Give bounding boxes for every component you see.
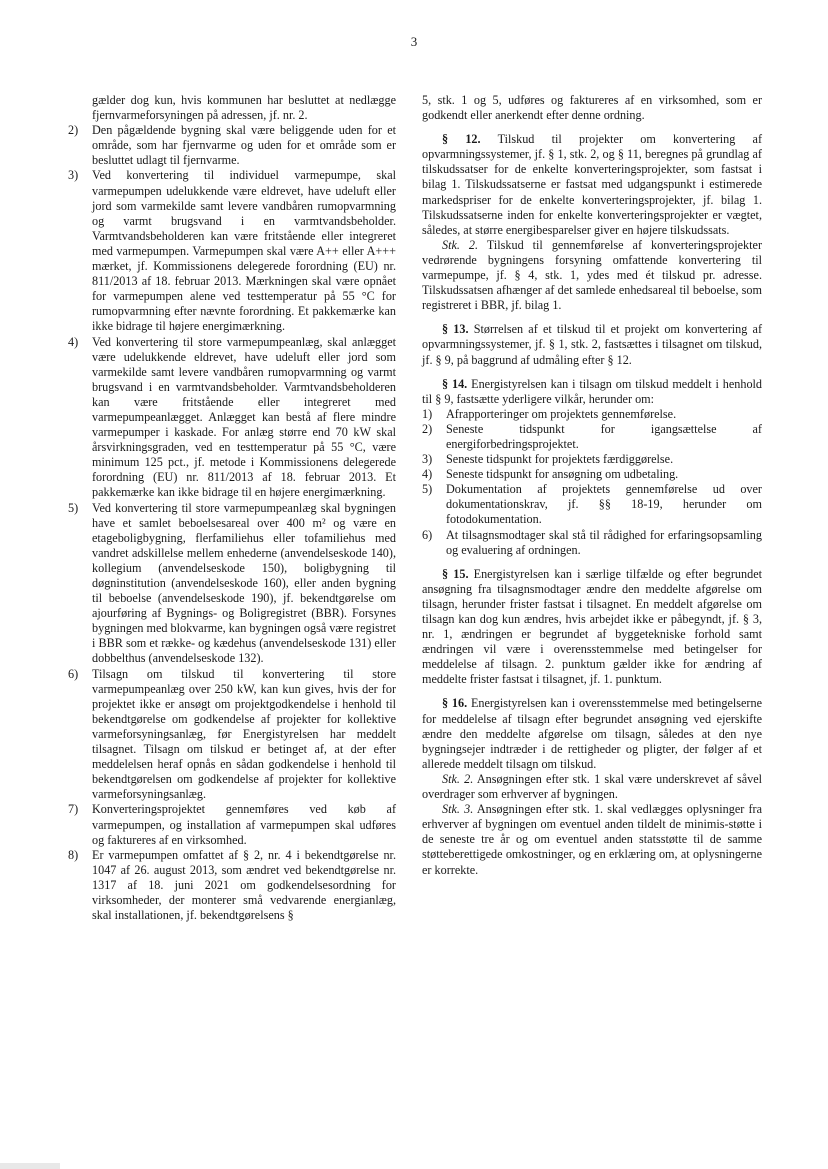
- stk-text: Ansøgningen efter stk. 1. skal vedlægges oplysninger fra erhverver af bygningen om eventuel anden tildelt de minimis-støtte i de seneste tre år og om eventuel anden statsstøtte til de samme støtteberettigede omkostninger, og en erklæring om, at oplysningerne er korrekte.: [422, 802, 763, 877]
- list-item: [422, 467, 762, 482]
- section-text: Energistyrelsen kan i særlige tilfælde og efter begrundet ansøgning fra tilsagnsmodtager ændre den meddelte afgørelse om tilsagn, herunder frister fastsat i tilsagnet. En meddelt afgørelse om tilsagn kan dog kun ændres, hvis arbejdet ikke er påbegyndt, jf. § 3, nr. 1, ændringen er begrundet af byggetekniske forhold samt ændringen vil være i overensstemmelse med betingelser for meddelelse af tilsagn. 2. punktum gælder ikke for ændring af meddelte frister fastsat i tilsagnet, jf. 1. punktum.: [422, 566, 762, 687]
- list-item-text: Den pågældende bygning skal være beliggende uden for et område, som har fjernvarme og uden for et område som er besluttet udlagt til fjernvarme.: [92, 123, 396, 168]
- list-item: [422, 407, 762, 422]
- list-item-number: 3): [68, 168, 79, 183]
- stk-label: Stk. 2.: [442, 237, 479, 252]
- section-14-list: [422, 407, 762, 558]
- stk-label: Stk. 3.: [442, 802, 474, 817]
- list-item: [68, 501, 396, 667]
- list-item-text: At tilsagnsmodtager skal stå til rådighed for erfaringsopsamling og evaluering af ordningen.: [446, 527, 762, 557]
- list-item-number: 6): [422, 527, 433, 542]
- list-item-number: 4): [68, 334, 79, 349]
- list-item-number: 4): [422, 467, 433, 482]
- list-item: [422, 422, 762, 452]
- section-text: Størrelsen af et tilskud til et projekt om konvertering af opvarmningssystemer, jf. § 1, stk. 2, fastsættes i tilsagnet om tilskud, jf. § 9, på baggrund af udmåling efter § 12.: [422, 322, 763, 367]
- list-item-number: 2): [68, 123, 79, 138]
- section-title: § 12.: [442, 132, 481, 147]
- list-item-text: Seneste tidspunkt for projektets færdiggørelse.: [446, 452, 674, 467]
- section-title: § 13.: [442, 322, 469, 337]
- list-item-text: Ved konvertering til store varmepumpeanlæg skal bygningen have et samlet beboelsesareal over 400 m² og være en etageboligbygning, flerfamiliehus eller tofamiliehus med vandret adskillelse mellem enhederne (anvendelseskode 140), kollegium (anvendelseskode 150), boligbygning til døgninstitution (anvendelseskode 160), eller anden bygning til beboelse (anvendelseskode 190), jf. bekendtgørelse om ajourføring af Bygnings- og Boligregistret (BBR). Forsynes bygningen med blokvarme, kan bygningen også være registret i BBR som et række- og kædehus (anvendelseskode 131) eller dobbelthus (anvendelseskode 132).: [92, 500, 396, 666]
- section-text: Energistyrelsen kan i overensstemmelse med betingelserne for meddelelse af tilsagn efter begrundet ansøgning ved ejerskifte ændre den meddelte afgørelse om tilsagn, således at den nye bygningsejer indtræder i de rettigheder og pligter, der følger af et allerede meddelt tilsagn om tilskud.: [422, 696, 762, 771]
- list-item-number: 2): [422, 421, 433, 436]
- list-item-text: Tilsagn om tilskud til konvertering til store varmepumpeanlæg over 250 kW, kan kun gives, hvis der for projektet ikke er ansøgt om projektgodkendelse i henhold til bekendtgørelse om godkendelse af projekter for kollektive varmeforsyningsanlæg, før Energistyrelsen har meddelt tilsagnet. Tilsagn om tilskud er betinget af, at der efter meddelelsen heraf opnås en sådan godkendelse i henhold til bekendtgørelsen om godkendelse af projekter for kollektive varmeforsyningsanlæg.: [92, 666, 396, 802]
- list-item-number: 7): [68, 802, 79, 817]
- list-item: [68, 335, 396, 501]
- list-item: [422, 528, 762, 558]
- section-13: [422, 322, 762, 367]
- list-item: [68, 802, 396, 847]
- right-column: [422, 93, 762, 878]
- section-title: § 15.: [442, 566, 469, 581]
- list-item: [68, 168, 396, 334]
- list-item-text: Ved konvertering til individuel varmepumpe, skal varmepumpen udelukkende være eldrevet, have udeluft eller jord som varmekilde samt levere vandbåren rumopvarmning og varmt brugsvand i en varmtvandsbeholder. Varmtvandsbeholderen kan være fritstående eller integreret med varmepumpen. Varmepumpen skal være A++ eller A+++ mærket, jf. Kommissionens delegerede forordning (EU) nr. 811/2013 af 18. februar 2013. Mærkningen skal være opnået for varmepumpen alene ved testtemperatur på 55 °C for rumopvarmning efter nævnte forordning. Et pakkemærke kan ikke bidrage til højere energimærkning.: [92, 168, 396, 334]
- list-item: [68, 848, 396, 923]
- list-item-text: Ved konvertering til store varmepumpeanlæg, skal anlægget være udelukkende eldrevet, have udeluft eller jord som varmekilde samt levere vandbåren rumopvarmning og varmt brugsvand i en varmtvandsbeholder. Varmtvandsbeholderen kan være fritstående eller integreret med varmepumpeanlægget. Anlægget kan bestå af flere mindre varmepumper i kaskade. For anlæg større end 70 kW skal årsvirkningsgraden, ved en testtemperatur på 55 °C, være minimum 125 pct., jf. metode i Kommissionens delegerede forordning (EU) nr. 811/2013 af 18. februar 2013. Et pakkemærke kan ikke bidrage til en højere energimærkning.: [92, 334, 396, 500]
- list-item-text: Er varmepumpen omfattet af § 2, nr. 4 i bekendtgørelse nr. 1047 af 26. august 2013, som ændret ved bekendtgørelse nr. 1317 af 18. juni 2021 om godkendelsesordning for virksomheder, der monterer små vedvarende energianlæg, skal installationen, jf. bekendtgørelsens §: [92, 847, 396, 923]
- list-item-text: Dokumentation af projektets gennemførelse ud over dokumentationskrav, jf. §§ 18-19, herunder om fotodokumentation.: [446, 482, 762, 527]
- section-12: [422, 132, 762, 238]
- left-column: [68, 93, 396, 923]
- section-text: Energistyrelsen kan i tilsagn om tilskud meddelt i henhold til § 9, fastsætte yderligere vilkår, herunder om:: [422, 376, 763, 406]
- list-item: [68, 667, 396, 803]
- list-item-continuation: 5, stk. 1 og 5, udføres og faktureres af en virksomhed, som er godkendt eller anerkendt efter denne ordning.: [422, 93, 762, 123]
- list-item-number: 1): [422, 406, 433, 421]
- list-item-text: Seneste tidspunkt for ansøgning om udbetaling.: [446, 467, 679, 482]
- list-item-number: 3): [422, 452, 433, 467]
- list-item: [422, 452, 762, 467]
- stk-label: Stk. 2.: [442, 771, 474, 786]
- list-item-number: 5): [422, 482, 433, 497]
- section-16: [422, 696, 762, 771]
- scan-edge-mark: [0, 1163, 60, 1169]
- list-item-number: 5): [68, 500, 79, 515]
- list-item: [68, 123, 396, 168]
- section-text: Tilskud til projekter om konvertering af opvarmningssystemer, jf. § 1, stk. 2, og § 11, beregnes på grundlag af tilskudssatser for de enkelte konverteringsprojekter, som fastsat i bilag 1. Tilskudssatserne er fastsat med udgangspunkt i estimerede markedspriser for de enkelte konverteringsprojekter, jf. bilag 1. Tilskudssatserne inden for enkelte konverteringsprojekter er vægtet, således, at større energibesparelser giver en højere tilskudssats.: [422, 132, 762, 237]
- section-12-stk-2: [422, 238, 762, 313]
- list-item-text: Konverteringsprojektet gennemføres ved køb af varmepumpen, og installation af varmepumpen skal udføres og faktureres af en virksomhed.: [92, 802, 396, 847]
- section-14: [422, 377, 762, 407]
- page-number: 3: [410, 34, 418, 49]
- list-item-continuation: gælder dog kun, hvis kommunen har besluttet at nedlægge fjernvarmeforsyningen på adressen, jf. nr. 2.: [92, 93, 396, 123]
- stk-text: Tilskud til gennemførelse af konverteringsprojekter vedrørende bygningens forsyning omfattende konvertering til varmepumpe, jf. § 4, stk. 1, ydes med ét tilskud pr. adresse. Tilskudssatsen afhænger af det samlede enhedsareal til beboelse, som registreret i BBR, jf. bilag 1.: [422, 237, 763, 313]
- list-item: [422, 482, 762, 527]
- list-item-text: Seneste tidspunkt for igangsættelse af energiforbedringsprojektet.: [446, 421, 762, 451]
- section-16-stk-3: [422, 802, 762, 877]
- section-15: [422, 567, 762, 688]
- stk-text: Ansøgningen efter stk. 1 skal være underskrevet af såvel overdrager som erhverver af bygningen.: [422, 771, 763, 802]
- list-item-text: Afrapporteringer om projektets gennemførelse.: [446, 406, 677, 421]
- section-title: § 14.: [442, 376, 468, 391]
- list-item-number: 8): [68, 847, 79, 862]
- list-item-number: 6): [68, 666, 79, 681]
- section-title: § 16.: [442, 696, 468, 711]
- section-16-stk-2: [422, 772, 762, 802]
